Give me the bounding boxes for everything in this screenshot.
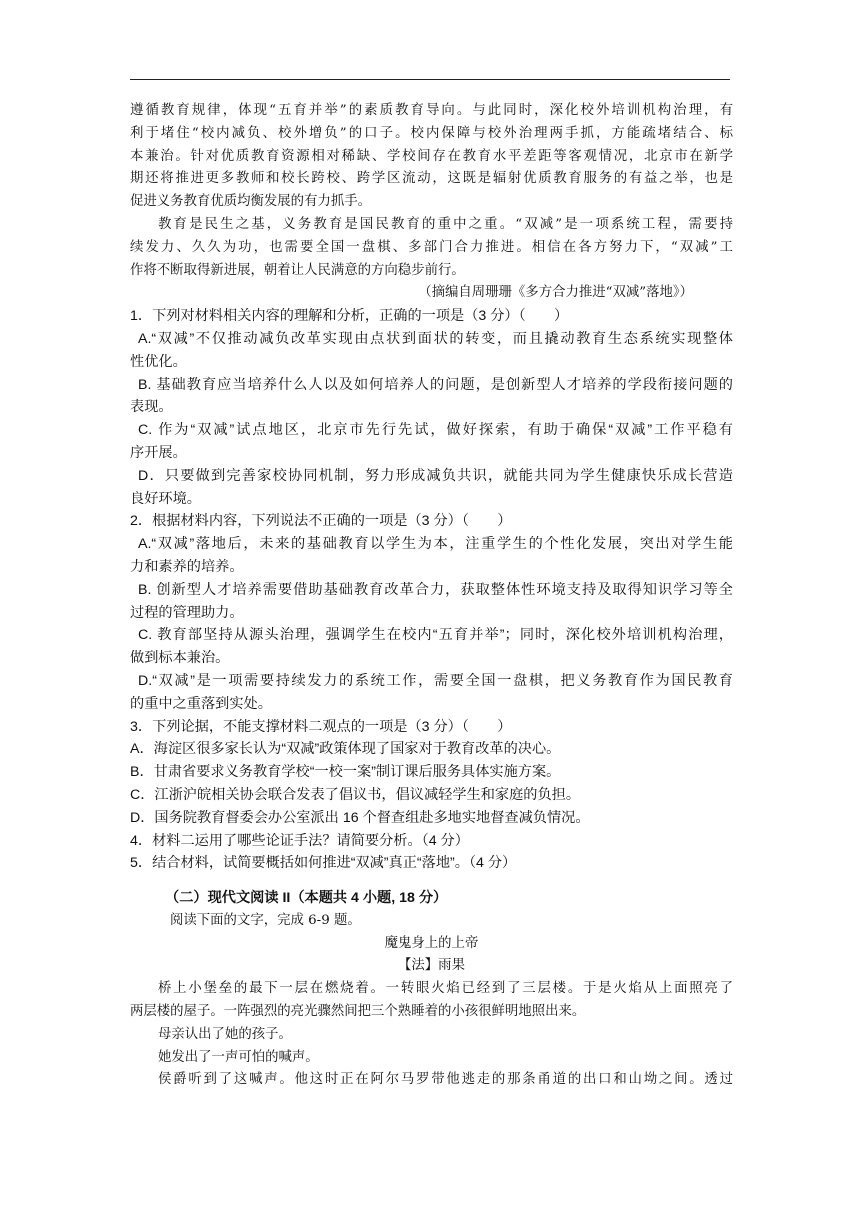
option-a: A．海淀区很多家长认为“双减”政策体现了国家对于教育改革的决心。 bbox=[130, 741, 561, 758]
story-title: 魔鬼身上的上帝 bbox=[384, 935, 479, 951]
text-line: 侯爵听到了这喊声。他这时正在阿尔马罗带他逃走的那条甬道的出口和山坳之间。透过 bbox=[158, 1072, 733, 1088]
option-a bbox=[130, 328, 733, 374]
option-line: 过程的管理助力。 bbox=[130, 604, 244, 621]
option-line: A.“双减”落地后，未来的基础教育以学生为本，注重学生的个性化发展，突出对学生能 bbox=[138, 536, 733, 553]
text-line: 遵循教育规律，体现“五育并举”的素质教育导向。与此同时，深化校外培训机构治理，有 bbox=[130, 103, 733, 118]
question-4: 4．材料二运用了哪些论证手法？请简要分析。（4 分） bbox=[130, 832, 469, 849]
source-citation: （摘编自周珊珊《多方合力推进“双减”落地》） bbox=[418, 285, 693, 301]
option-c: C．江浙沪皖相关协会联合发表了倡议书，倡议减轻学生和家庭的负担。 bbox=[130, 786, 581, 803]
material-paragraph bbox=[130, 100, 733, 214]
option-line: C. 作为“双减”试点地区，北京市先行先试，做好探索，有助于确保“双减”工作平稳有 bbox=[138, 422, 733, 439]
header-rule bbox=[130, 79, 730, 80]
section-2 bbox=[130, 887, 733, 1092]
option-d: D．国务院教育督委会办公室派出 16 个督查组赴多地实地督查减负情况。 bbox=[130, 809, 590, 826]
option-line: B. 创新型人才培养需要借助基础教育改革合力，获取整体性环境支持及取得知识学习等全 bbox=[138, 581, 733, 598]
option-line: B. 基础教育应当培养什么人以及如何培养人的问题，是创新型人才培养的学段衔接问题的 bbox=[138, 376, 733, 393]
text-line: 促进义务教育优质均衡发展的有力抓手。 bbox=[130, 194, 372, 210]
section-instruction: 阅读下面的文字，完成 6-9 题。 bbox=[170, 912, 361, 928]
text-line: 她发出了一声可怕的喊声。 bbox=[158, 1049, 319, 1065]
option-a bbox=[130, 533, 733, 579]
option-line: D．只要做到完善家校协同机制，努力形成减负共识，就能共同为学生健康快乐成长营造 bbox=[138, 467, 733, 484]
text-line: 教育是民生之基，义务教育是国民教育的重中之重。“双减”是一项系统工程，需要持 bbox=[158, 216, 733, 232]
question-stem: 1．下列对材料相关内容的理解和分析，正确的一项是（3 分）（ ） bbox=[130, 308, 569, 325]
option-line: 性优化。 bbox=[130, 353, 187, 370]
material-paragraph bbox=[130, 214, 733, 282]
question-stem: 2．根据材料内容，下列说法不正确的一项是（3 分）（ ） bbox=[130, 513, 512, 530]
question-1 bbox=[130, 305, 733, 510]
option-b bbox=[130, 579, 733, 625]
question-2 bbox=[130, 510, 733, 715]
option-d bbox=[130, 465, 733, 511]
text-line: 本兼治。针对优质教育资源相对稀缺、学校间存在教育水平差距等客观情况，北京市在新学 bbox=[130, 148, 733, 164]
question-3 bbox=[130, 716, 733, 830]
text-line: 两层楼的屋子。一阵强烈的亮光骤然间把三个熟睡着的小孩很鲜明地照出来。 bbox=[130, 1004, 586, 1020]
text-line: 期还将推进更多教师和校长跨校、跨学区流动，这既是辐射优质教育服务的有益之举，也是 bbox=[130, 171, 733, 187]
text-line: 桥上小堡垒的最下一层在燃烧着。一转眼火焰已经到了三层楼。于是火焰从上面照亮了 bbox=[158, 981, 733, 997]
option-line: 做到标本兼治。 bbox=[130, 650, 230, 667]
option-c bbox=[130, 624, 733, 670]
option-c bbox=[130, 419, 733, 465]
story-author: 【法】雨果 bbox=[398, 958, 465, 974]
question-stem: 3．下列论据，不能支撑材料二观点的一项是（3 分）（ ） bbox=[130, 718, 512, 735]
option-line: A.“双减”不仅推动减负改革实现由点状到面状的转变，而且撬动教育生态系统实现整体 bbox=[138, 330, 733, 347]
option-line: 力和素养的培养。 bbox=[130, 558, 244, 575]
option-line: 良好环境。 bbox=[130, 490, 201, 507]
text-line: 续发力、久久为功，也需要全国一盘棋、多部门合力推进。相信在各方努力下，“双减”工 bbox=[130, 239, 733, 255]
text-line: 母亲认出了她的孩子。 bbox=[158, 1026, 292, 1042]
option-line: 序开展。 bbox=[130, 444, 187, 461]
option-line: 表现。 bbox=[130, 399, 173, 416]
text-line: 利于堵住“校内减负、校外增负”的口子。校内保障与校外治理两手抓，方能疏堵结合、标 bbox=[130, 125, 733, 141]
text-line: 作将不断取得新进展，朝着让人民满意的方向稳步前行。 bbox=[130, 262, 465, 278]
option-line: 的重中之重落到实处。 bbox=[130, 695, 272, 712]
option-d bbox=[130, 670, 733, 716]
question-5: 5．结合材料，试简要概括如何推进“双减”真正“落地”。（4 分） bbox=[130, 855, 517, 872]
section-title: （二）现代文阅读 II（本题共 4 小题, 18 分） bbox=[165, 890, 448, 907]
option-line: C. 教育部坚持从源头治理，强调学生在校内“五育并举”；同时，深化校外培训机构治理， bbox=[138, 627, 733, 644]
option-b bbox=[130, 374, 733, 420]
option-line: D.“双减”是一项需要持续发力的系统工作，需要全国一盘棋，把义务教育作为国民教育 bbox=[138, 672, 733, 689]
option-b: B．甘肃省要求义务教育学校“一校一案”制订课后服务具体实施方案。 bbox=[130, 764, 561, 781]
page-content bbox=[130, 100, 733, 1092]
